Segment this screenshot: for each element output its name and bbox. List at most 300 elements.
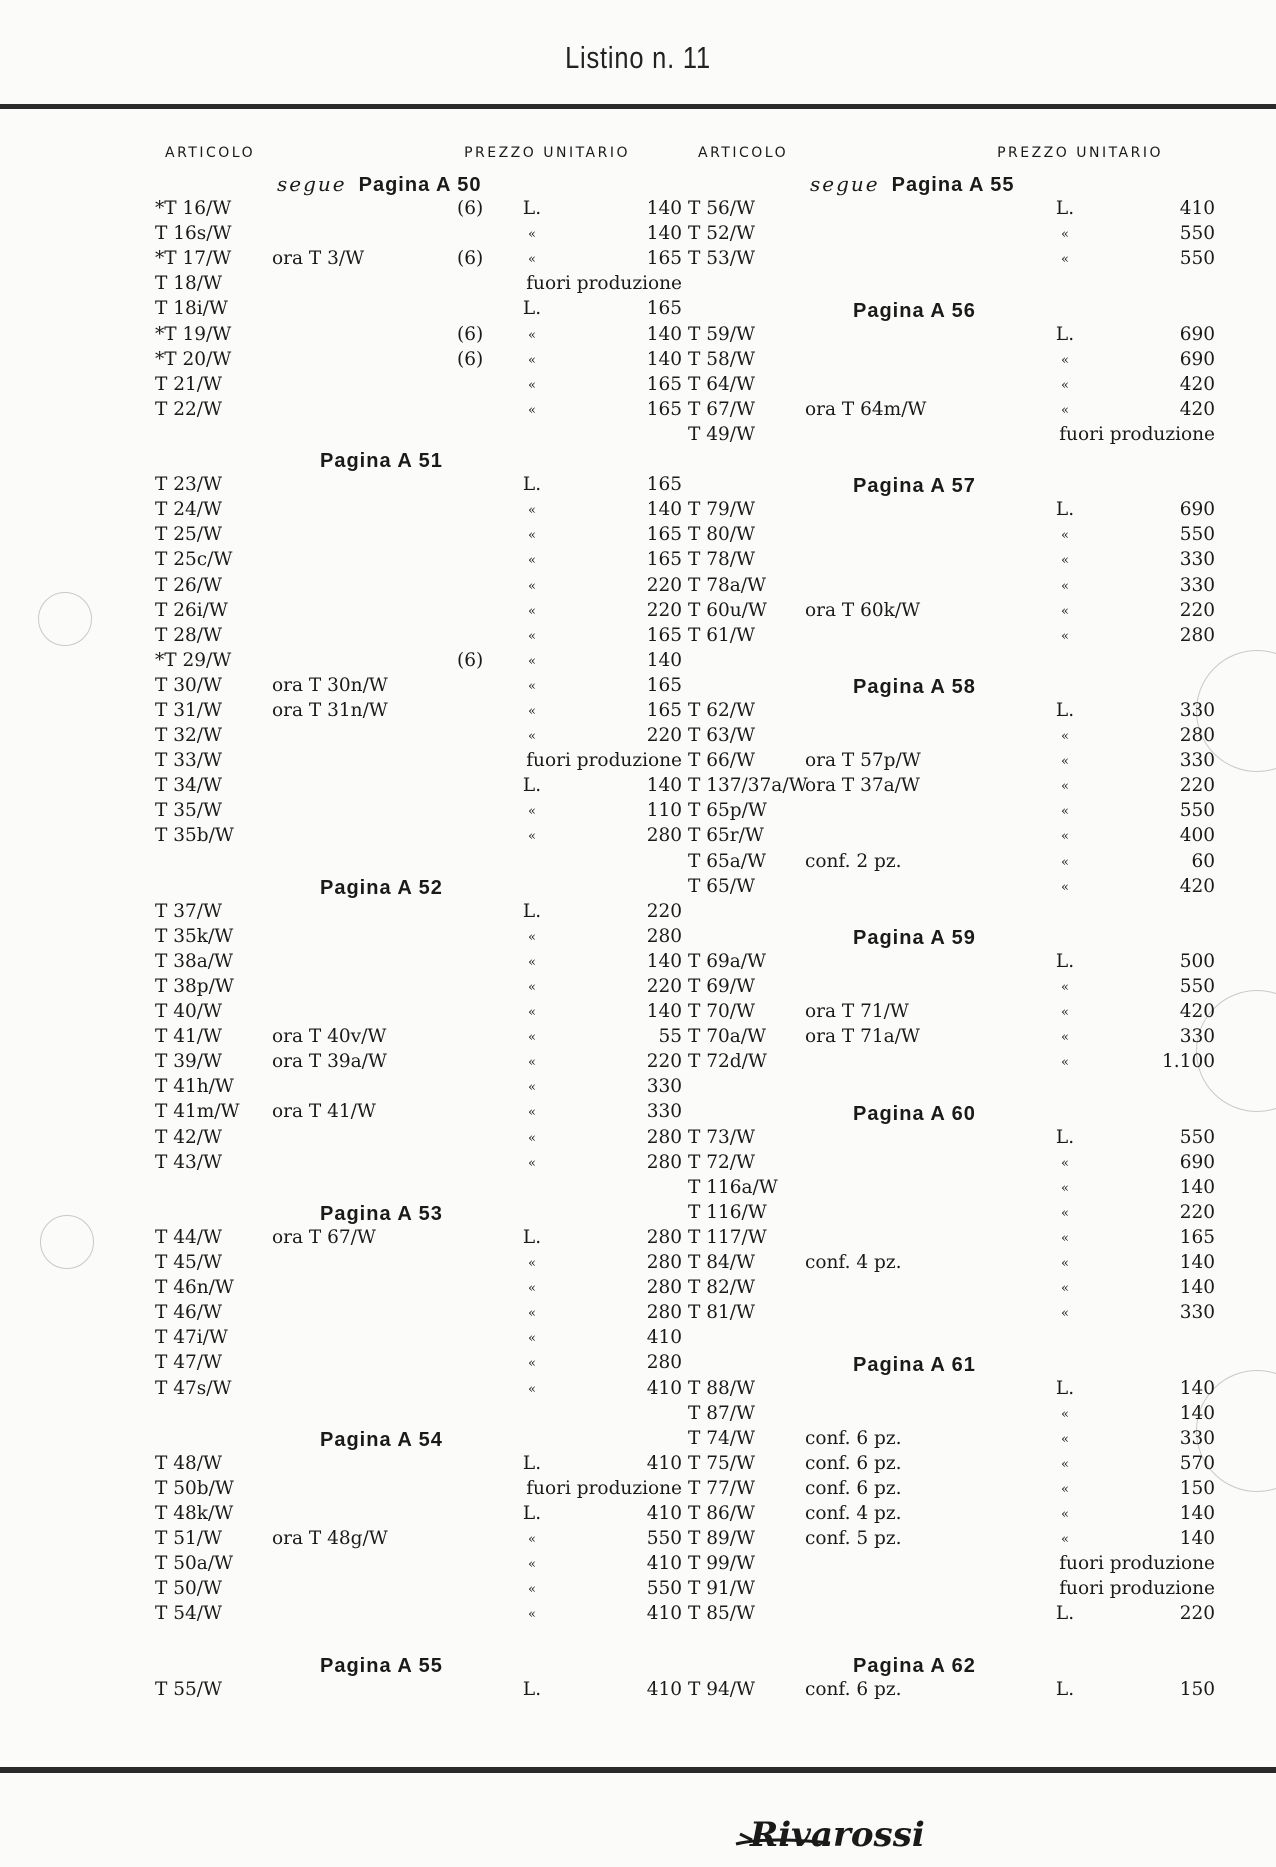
currency-mark: L. — [1055, 323, 1075, 345]
article-note: ora T 48g/W — [272, 1528, 388, 1550]
unit-price: 165 — [1179, 1226, 1215, 1248]
price-list-right — [688, 173, 1228, 1704]
table-row — [155, 324, 695, 349]
article-code: T 26i/W — [155, 599, 228, 621]
table-row — [688, 549, 1228, 574]
currency-mark: L. — [1055, 1126, 1075, 1148]
table-row — [688, 324, 1228, 349]
unit-price: 550 — [1179, 223, 1215, 245]
currency-mark: « — [528, 402, 536, 418]
table-row — [155, 1478, 695, 1503]
article-code: T 58/W — [688, 348, 756, 370]
unit-price: 220 — [1179, 1603, 1215, 1625]
table-row — [688, 1202, 1228, 1227]
price-header: PREZZO UNITARIO — [464, 145, 630, 161]
currency-mark: « — [1061, 854, 1069, 870]
article-code: T 48k/W — [155, 1502, 234, 1524]
currency-mark: « — [1061, 1431, 1069, 1447]
table-row — [688, 575, 1228, 600]
section-title: Pagina A 52 — [320, 876, 443, 899]
currency-mark: « — [528, 929, 536, 945]
unit-price: 165 — [646, 398, 682, 420]
table-row — [155, 1503, 695, 1528]
table-row — [688, 1553, 1228, 1578]
currency-mark: « — [1061, 754, 1069, 770]
section-title: Pagina A 62 — [853, 1654, 976, 1677]
unit-price: 330 — [1179, 549, 1215, 571]
article-code: *T 17/W — [155, 248, 232, 270]
currency-mark: « — [1061, 1055, 1069, 1071]
currency-mark: « — [528, 703, 536, 719]
unit-price: 140 — [646, 775, 682, 797]
section-heading — [688, 273, 1228, 323]
article-code: T 80/W — [688, 524, 756, 546]
article-code: T 18i/W — [155, 298, 228, 320]
article-code: T 55/W — [155, 1678, 223, 1700]
article-code: T 65a/W — [688, 850, 767, 872]
table-row — [688, 725, 1228, 750]
status-text: fuori produzione — [526, 750, 682, 772]
article-code: T 35/W — [155, 800, 223, 822]
table-row — [688, 1252, 1228, 1277]
table-row — [688, 1227, 1228, 1252]
article-code: T 47/W — [155, 1352, 223, 1374]
table-row — [688, 1478, 1228, 1503]
unit-price: 165 — [646, 524, 682, 546]
unit-price: 140 — [1179, 1402, 1215, 1424]
currency-mark: « — [1061, 1155, 1069, 1171]
table-row — [688, 800, 1228, 825]
article-note: conf. 6 pz. — [805, 1427, 902, 1449]
article-code: T 69a/W — [688, 950, 767, 972]
article-code: T 23/W — [155, 474, 223, 496]
currency-mark: L. — [522, 1452, 542, 1474]
table-row — [155, 825, 695, 850]
article-code: T 47s/W — [155, 1377, 232, 1399]
currency-mark: « — [528, 829, 536, 845]
unit-price: 280 — [646, 1151, 682, 1173]
currency-mark: L. — [1055, 198, 1075, 220]
table-row — [688, 851, 1228, 876]
article-code: T 85/W — [688, 1603, 756, 1625]
article-code: T 75/W — [688, 1452, 756, 1474]
currency-mark: « — [1061, 1256, 1069, 1272]
status-text: fuori produzione — [1059, 1578, 1215, 1600]
section-heading-text — [688, 927, 1276, 950]
article-code: T 24/W — [155, 499, 223, 521]
currency-mark: « — [528, 1030, 536, 1046]
currency-mark: L. — [1055, 1603, 1075, 1625]
unit-price: 280 — [646, 1252, 682, 1274]
article-code: T 28/W — [155, 624, 223, 646]
article-code: T 137/37a/W — [688, 775, 808, 797]
article-code: T 65/W — [688, 875, 756, 897]
unit-price: 330 — [1179, 750, 1215, 772]
article-code: T 49/W — [688, 423, 756, 445]
table-row — [688, 625, 1228, 650]
section-heading-text — [688, 1655, 1276, 1678]
article-code: T 66/W — [688, 750, 756, 772]
unit-price: 410 — [1179, 198, 1215, 220]
section-title: Pagina A 51 — [320, 450, 443, 473]
unit-price: 330 — [1179, 574, 1215, 596]
unit-price: 110 — [646, 800, 682, 822]
currency-mark: « — [1061, 352, 1069, 368]
section-heading-text — [688, 300, 1276, 323]
currency-mark: « — [1061, 1481, 1069, 1497]
currency-mark: « — [1061, 1180, 1069, 1196]
footnote-ref: (6) — [457, 248, 484, 270]
table-row — [155, 1026, 695, 1051]
currency-mark: « — [1061, 553, 1069, 569]
table-row — [155, 1152, 695, 1177]
article-code: T 74/W — [688, 1427, 756, 1449]
table-row — [155, 1076, 695, 1101]
unit-price: 220 — [646, 900, 682, 922]
currency-mark: L. — [1055, 699, 1075, 721]
article-note: ora T 60k/W — [805, 599, 921, 621]
table-row — [155, 1553, 695, 1578]
unit-price: 165 — [646, 624, 682, 646]
unit-price: 550 — [646, 1578, 682, 1600]
unit-price: 280 — [646, 1277, 682, 1299]
article-code: T 22/W — [155, 398, 223, 420]
currency-mark: « — [1061, 804, 1069, 820]
section-heading-text — [688, 475, 1276, 498]
svg-text:Rivarossi: Rivarossi — [750, 1815, 925, 1855]
article-code: T 56/W — [688, 198, 756, 220]
unit-price: 220 — [646, 574, 682, 596]
unit-price: 140 — [1179, 1528, 1215, 1550]
article-code: T 69/W — [688, 976, 756, 997]
table-row — [688, 1428, 1228, 1453]
unit-price: 420 — [1179, 398, 1215, 420]
currency-mark: « — [1061, 377, 1069, 393]
article-code: T 72d/W — [688, 1051, 767, 1073]
section-title: Pagina A 57 — [853, 475, 976, 498]
article-code: T 77/W — [688, 1477, 756, 1499]
table-row — [155, 1352, 695, 1377]
unit-price: 165 — [646, 699, 682, 721]
unit-price: 410 — [646, 1678, 682, 1700]
unit-price: 150 — [1179, 1678, 1215, 1700]
unit-price: 140 — [646, 198, 682, 220]
currency-mark: « — [528, 553, 536, 569]
unit-price: 140 — [1179, 1176, 1215, 1198]
article-note: ora T 57p/W — [805, 750, 921, 772]
article-code: T 45/W — [155, 1252, 223, 1274]
punch-hole-left-1 — [38, 592, 92, 646]
unit-price: 220 — [646, 1051, 682, 1073]
article-note: conf. 4 pz. — [805, 1502, 902, 1524]
unit-price: 140 — [1179, 1502, 1215, 1524]
article-code: T 73/W — [688, 1126, 756, 1148]
article-code: T 117/W — [688, 1226, 767, 1248]
currency-mark: « — [528, 1281, 536, 1297]
section-title: Pagina A 55 — [320, 1654, 443, 1677]
currency-mark: « — [528, 1155, 536, 1171]
table-row — [155, 1528, 695, 1553]
article-code: T 41h/W — [155, 1076, 234, 1098]
currency-mark: « — [528, 327, 536, 343]
unit-price: 330 — [646, 1101, 682, 1123]
article-code: T 91/W — [688, 1578, 756, 1600]
unit-price: 165 — [646, 373, 682, 395]
currency-mark: « — [1061, 1230, 1069, 1246]
section-heading — [688, 449, 1228, 499]
unit-price: 220 — [646, 976, 682, 997]
table-row — [688, 399, 1228, 424]
unit-price: 420 — [1179, 1001, 1215, 1023]
table-row — [688, 1051, 1228, 1076]
footnote-ref: (6) — [457, 198, 484, 220]
article-note: ora T 71/W — [805, 1001, 909, 1023]
table-row — [155, 575, 695, 600]
unit-price: 140 — [646, 649, 682, 671]
section-title: Pagina A 60 — [853, 1102, 976, 1125]
table-row — [155, 499, 695, 524]
article-code: T 54/W — [155, 1603, 223, 1625]
article-code: T 50b/W — [155, 1477, 234, 1499]
table-row — [155, 1302, 695, 1327]
article-code: T 43/W — [155, 1151, 223, 1173]
currency-mark: L. — [522, 1678, 542, 1700]
unit-price: 330 — [1179, 1427, 1215, 1449]
article-code: T 39/W — [155, 1051, 223, 1073]
unit-price: 690 — [1179, 499, 1215, 521]
article-code: T 26/W — [155, 574, 223, 596]
currency-mark: L. — [522, 775, 542, 797]
article-code: *T 29/W — [155, 649, 232, 671]
section-heading — [155, 173, 695, 198]
unit-price: 55 — [658, 1026, 682, 1048]
currency-mark: « — [528, 1331, 536, 1347]
table-row — [688, 424, 1228, 449]
table-row — [155, 273, 695, 298]
article-code: T 84/W — [688, 1252, 756, 1274]
article-note: ora T 41/W — [272, 1101, 376, 1123]
article-note: ora T 31n/W — [272, 699, 388, 721]
currency-mark: « — [1061, 578, 1069, 594]
currency-mark: « — [528, 578, 536, 594]
unit-price: 410 — [646, 1377, 682, 1399]
currency-mark: « — [528, 1055, 536, 1071]
price-list-left — [155, 173, 695, 1704]
article-code: T 42/W — [155, 1126, 223, 1148]
currency-mark: « — [1061, 879, 1069, 895]
table-row — [688, 951, 1228, 976]
table-row — [155, 1277, 695, 1302]
article-code: T 51/W — [155, 1528, 223, 1550]
table-row — [155, 700, 695, 725]
article-header: ARTICOLO — [698, 145, 789, 161]
article-code: T 70/W — [688, 1001, 756, 1023]
section-title: Pagina A 58 — [853, 675, 976, 698]
article-note: conf. 4 pz. — [805, 1252, 902, 1274]
table-row — [688, 1001, 1228, 1026]
article-code: T 31/W — [155, 699, 223, 721]
footnote-ref: (6) — [457, 323, 484, 345]
unit-price: 60 — [1191, 850, 1215, 872]
article-note: ora T 71a/W — [805, 1026, 920, 1048]
article-code: T 25c/W — [155, 549, 233, 571]
article-code: T 41m/W — [155, 1101, 240, 1123]
unit-price: 500 — [1179, 950, 1215, 972]
currency-mark: « — [528, 227, 536, 243]
currency-mark: « — [1061, 1205, 1069, 1221]
section-heading-text — [688, 172, 1276, 197]
article-code: T 47i/W — [155, 1327, 228, 1349]
article-code: T 41/W — [155, 1026, 223, 1048]
article-note: ora T 37a/W — [805, 775, 920, 797]
unit-price: 280 — [646, 1126, 682, 1148]
currency-mark: « — [528, 1607, 536, 1623]
currency-mark: « — [1061, 1532, 1069, 1548]
currency-mark: L. — [1055, 499, 1075, 521]
article-code: T 32/W — [155, 725, 223, 747]
table-row — [155, 625, 695, 650]
currency-mark: « — [1061, 528, 1069, 544]
table-row — [688, 223, 1228, 248]
currency-mark: « — [528, 804, 536, 820]
table-row — [155, 1453, 695, 1478]
currency-mark: « — [1061, 829, 1069, 845]
unit-price: 280 — [1179, 624, 1215, 646]
unit-price: 220 — [1179, 775, 1215, 797]
unit-price: 550 — [1179, 248, 1215, 270]
currency-mark: « — [1061, 227, 1069, 243]
unit-price: 150 — [1179, 1477, 1215, 1499]
currency-mark: L. — [522, 474, 542, 496]
unit-price: 280 — [646, 925, 682, 947]
table-row — [155, 474, 695, 499]
section-title: Pagina A 59 — [853, 926, 976, 949]
currency-mark: « — [1061, 1005, 1069, 1021]
table-row — [688, 1127, 1228, 1152]
unit-price: 410 — [646, 1327, 682, 1349]
unit-price: 140 — [1179, 1377, 1215, 1399]
table-row — [688, 198, 1228, 223]
unit-price: 140 — [646, 323, 682, 345]
table-row — [688, 976, 1228, 1001]
currency-mark: L. — [1055, 1377, 1075, 1399]
status-text: fuori produzione — [526, 1477, 682, 1499]
article-code: T 37/W — [155, 900, 223, 922]
table-row — [155, 976, 695, 1001]
currency-mark: « — [1061, 402, 1069, 418]
article-code: T 87/W — [688, 1402, 756, 1424]
article-code: T 78/W — [688, 549, 756, 571]
table-row — [155, 1327, 695, 1352]
currency-mark: « — [528, 503, 536, 519]
article-code: T 33/W — [155, 750, 223, 772]
table-row — [688, 750, 1228, 775]
article-code: T 72/W — [688, 1151, 756, 1173]
article-code: T 116/W — [688, 1201, 767, 1223]
unit-price: 420 — [1179, 373, 1215, 395]
segue-label: segue — [277, 172, 347, 197]
unit-price: 330 — [1179, 1302, 1215, 1324]
unit-price: 165 — [646, 549, 682, 571]
currency-mark: L. — [522, 1226, 542, 1248]
article-code: T 48/W — [155, 1452, 223, 1474]
table-row — [688, 1528, 1228, 1553]
table-row — [155, 725, 695, 750]
section-title: Pagina A 61 — [853, 1353, 976, 1376]
currency-mark: « — [1061, 1506, 1069, 1522]
article-code: T 38p/W — [155, 976, 234, 997]
table-row — [688, 700, 1228, 725]
article-code: T 21/W — [155, 373, 223, 395]
currency-mark: « — [528, 954, 536, 970]
article-note: ora T 64m/W — [805, 398, 927, 420]
unit-price: 220 — [646, 599, 682, 621]
table-row — [688, 1453, 1228, 1478]
article-code: T 18/W — [155, 273, 223, 295]
unit-price: 550 — [1179, 524, 1215, 546]
table-row — [155, 298, 695, 323]
unit-price: 330 — [1179, 1026, 1215, 1048]
currency-mark: « — [528, 653, 536, 669]
article-code: T 40/W — [155, 1001, 223, 1023]
article-code: T 34/W — [155, 775, 223, 797]
currency-mark: « — [528, 603, 536, 619]
currency-mark: « — [528, 377, 536, 393]
table-row — [155, 750, 695, 775]
section-heading — [688, 650, 1228, 700]
unit-price: 280 — [646, 1226, 682, 1248]
currency-mark: « — [528, 528, 536, 544]
status-text: fuori produzione — [1059, 1553, 1215, 1575]
currency-mark: « — [528, 1381, 536, 1397]
unit-price: 690 — [1179, 348, 1215, 370]
article-code: T 65p/W — [688, 800, 767, 822]
table-row — [688, 825, 1228, 850]
article-code: T 65r/W — [688, 825, 764, 847]
table-row — [155, 1252, 695, 1277]
section-heading — [155, 1177, 695, 1227]
unit-price: 280 — [646, 1352, 682, 1374]
table-row — [688, 600, 1228, 625]
table-row — [688, 524, 1228, 549]
article-note: ora T 3/W — [272, 248, 365, 270]
unit-price: 140 — [646, 499, 682, 521]
article-code: *T 16/W — [155, 198, 232, 220]
article-note: conf. 6 pz. — [805, 1452, 902, 1474]
currency-mark: « — [528, 1105, 536, 1121]
currency-mark: « — [528, 1080, 536, 1096]
table-row — [155, 1051, 695, 1076]
article-code: T 81/W — [688, 1302, 756, 1324]
unit-price: 220 — [646, 725, 682, 747]
currency-mark: L. — [1055, 950, 1075, 972]
article-code: T 46/W — [155, 1302, 223, 1324]
table-row — [688, 499, 1228, 524]
table-row — [688, 775, 1228, 800]
article-code: T 50a/W — [155, 1553, 234, 1575]
section-title: Pagina A 56 — [853, 299, 976, 322]
unit-price: 140 — [646, 1001, 682, 1023]
unit-price: 220 — [1179, 1201, 1215, 1223]
article-note: conf. 6 pz. — [805, 1477, 902, 1499]
unit-price: 140 — [1179, 1252, 1215, 1274]
article-code: T 38a/W — [155, 950, 234, 972]
currency-mark: L. — [1055, 1678, 1075, 1700]
section-heading-text — [688, 676, 1276, 699]
table-row — [155, 1127, 695, 1152]
table-row — [688, 1578, 1228, 1603]
section-heading — [155, 424, 695, 474]
